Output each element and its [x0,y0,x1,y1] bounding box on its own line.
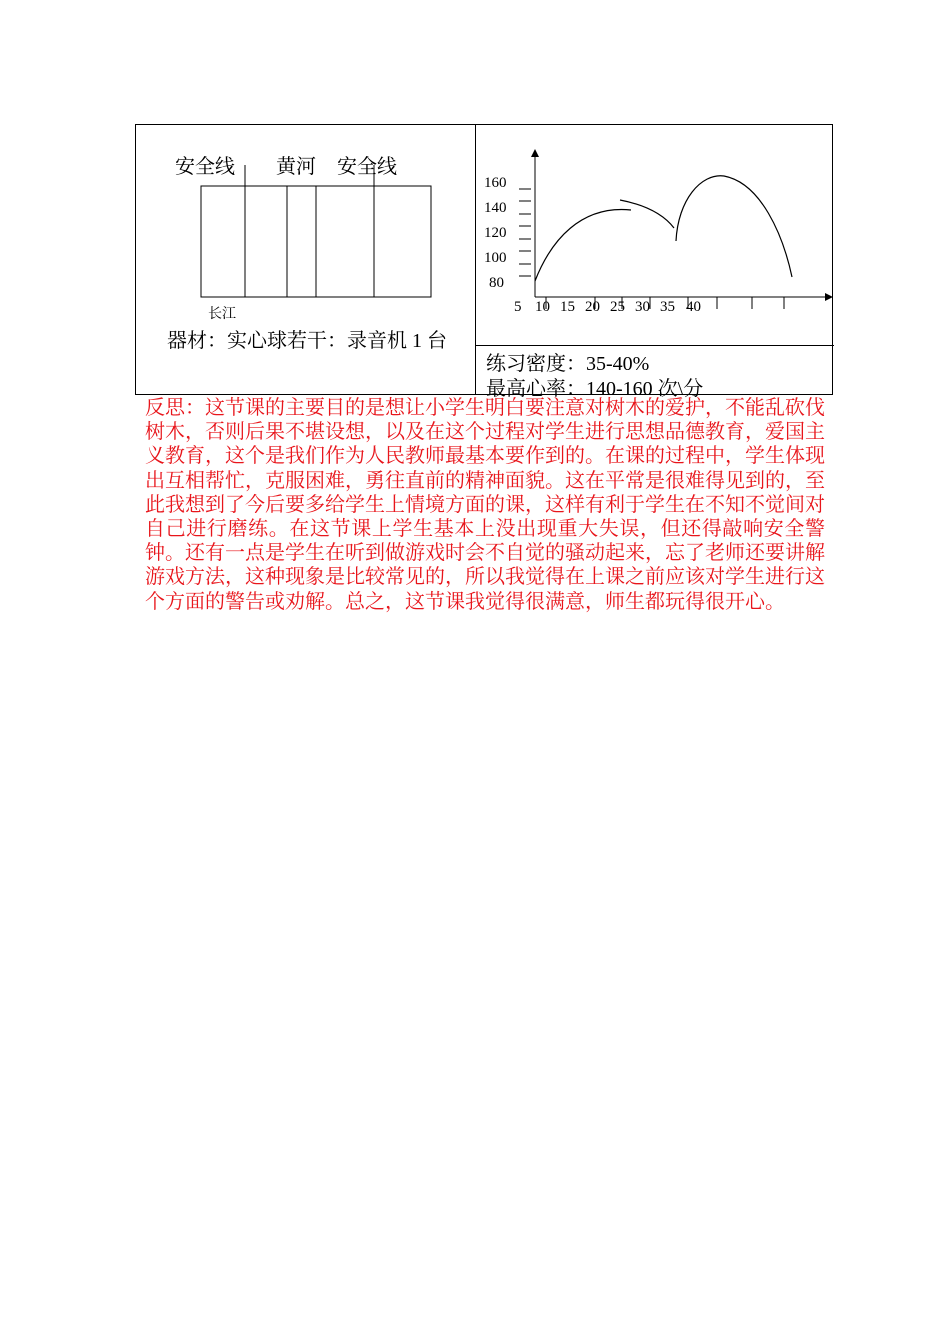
practice-density: 练习密度：35-40% [486,353,650,375]
y-tick-label: 140 [484,200,507,216]
y-tick-label: 160 [484,175,507,191]
heart-rate-curve-segment [676,176,792,277]
y-tick-label: 80 [489,275,504,291]
equipment-text: 器材：实心球若干：录音机 1 台 [167,330,447,352]
x-tick-label: 20 [585,299,600,315]
lesson-table [135,124,833,400]
left-safety-label: 安全线 [175,156,235,178]
heart-rate-curve-segment [620,200,674,228]
y-tick-label: 120 [484,225,507,241]
x-tick-label: 15 [560,299,575,315]
heart-rate-chart [476,125,834,345]
x-tick-label: 40 [686,299,701,315]
max-heart-rate: 最高心率：140-160 次\分 [486,378,704,400]
y-axis-arrow [531,149,539,157]
y-tick-label: 100 [484,250,507,266]
x-axis-arrow [825,293,833,301]
x-tick-label: 5 [514,299,522,315]
x-tick-label: 25 [610,299,625,315]
x-tick-label: 10 [535,299,550,315]
x-tick-label: 35 [660,299,675,315]
yellow-river-label: 黄河 [276,156,316,178]
right-safety-label: 安全线 [337,156,397,178]
row-divider [475,345,834,346]
heart-rate-curve-segment [535,210,631,281]
x-tick-label: 30 [635,299,650,315]
reflection-paragraph: 反思：这节课的主要目的是想让小学生明白要注意对树木的爱护，不能乱砍伐树木，否则后果不堪设想，以及在这个过程对学生进行思想品德教育，爱国主义教育，这个是我们作为人民教师最基本要作到的。在课的过程中，学生体现出互相帮忙，克服困难，勇往直前的精神面貌。这在平常是很难得见到的，至此我想到了今后要多给学生上情境方面的课，这样有利于学生在不知不觉间对自己进行磨练。在这节课上学生基本上没出现重大失误，但还得敲响安全警钟。还有一点是学生在听到做游戏时会不自觉的骚动起来，忘了老师还要讲解游戏方法，这种现象是比较常见的，所以我觉得在上课之前应该对学生进行这个方面的警告或劝解。总之，这节课我觉得很满意，师生都玩得很开心。 [145,397,825,613]
yangtze-label: 长江 [208,307,236,322]
